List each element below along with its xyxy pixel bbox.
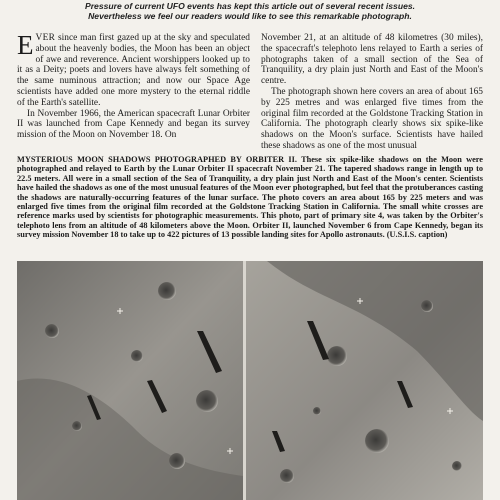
article-paragraph-4: The photograph shown here covers an area of about 165 by 225 metres and was enlarged five times from the original film recorded at the Goldstone Tracking Station in California. The photograph clearly shows six spike-like shadows on the Moon's surface. Scientists have hailed these shadows as one of the most unusual	[261, 86, 483, 151]
article-paragraph-1-text: since man first gazed up at the sky and speculated about the heavenly bodies, the Moon has been an object of awe and reverence. Ancient worshippers looked up to it as a Deity; poets and lovers have always felt something of the same numinous attraction; and now our Space Age scientists have added one more mystery to the eternal riddle of the Earth's satellite.	[17, 33, 250, 108]
photo-caption-text: These six spike-like shadows on the Moon were photographed and relayed to Earth by the Lunar Orbiter II spacecraft November 21. The tapered shadows range in length up to 22.5 meters. All were in a small section of the Sea of Tranquility, a dry plain just North and East of the Moon's center. Scientists have hailed the shadows as one of the most unusual features of the Moon ever photographed, but feel that the protuberances casting the shadows are naturally-occurring features of the lunar surface. The photo covers an area about 165 by 225 meters and was enlarged five times from the original film recorded at the Goldstone Tracking Station in California. The small white crosses are reference marks used by scientists for photographic measurements. This photo, part of primary site 4, was taken by the Orbiter's telephoto lens from an altitude of 48 kilometers above the Moon. Orbiter II, launched November 6 from Cape Kennedy, began its survey mission November 18 to take up to 422 pictures of 13 possible landing sites for Apollo astronauts. (U.S.I.S. caption)	[17, 155, 483, 240]
editor-notice-line-1: Pressure of current UFO events has kept this article out of several recent issues.	[84, 1, 416, 11]
article-paragraph-3: November 21, at an altitude of 48 kilometres (30 miles), the spacecraft's telephoto lens relayed to Earth a series of photographs taken of a small section of the Sea of Tranquility, a dry plain just North and East of the Moon's centre.	[261, 33, 483, 87]
article-column-left	[17, 30, 250, 141]
lunar-surface-image	[17, 261, 483, 500]
photo-panel-seam	[243, 261, 246, 500]
drop-cap: E	[17, 30, 34, 60]
editor-notice	[0, 0, 500, 21]
photo-caption	[17, 155, 483, 240]
lead-in: VER	[35, 33, 56, 43]
article-paragraph-1	[17, 30, 250, 109]
photo-caption-title: MYSTERIOUS MOON SHADOWS PHOTOGRAPHED BY ORBITER II.	[17, 155, 297, 164]
lunar-surface-photo	[17, 261, 483, 500]
article-paragraph-2: In November 1966, the American spacecraft Lunar Orbiter II was launched from Cape Kennedy and began its survey mission of the Moon on November 18. On	[17, 108, 250, 141]
editor-notice-line-2: Nevertheless we feel our readers would like to see this remarkable photograph.	[88, 11, 412, 21]
article-column-right	[261, 33, 483, 152]
